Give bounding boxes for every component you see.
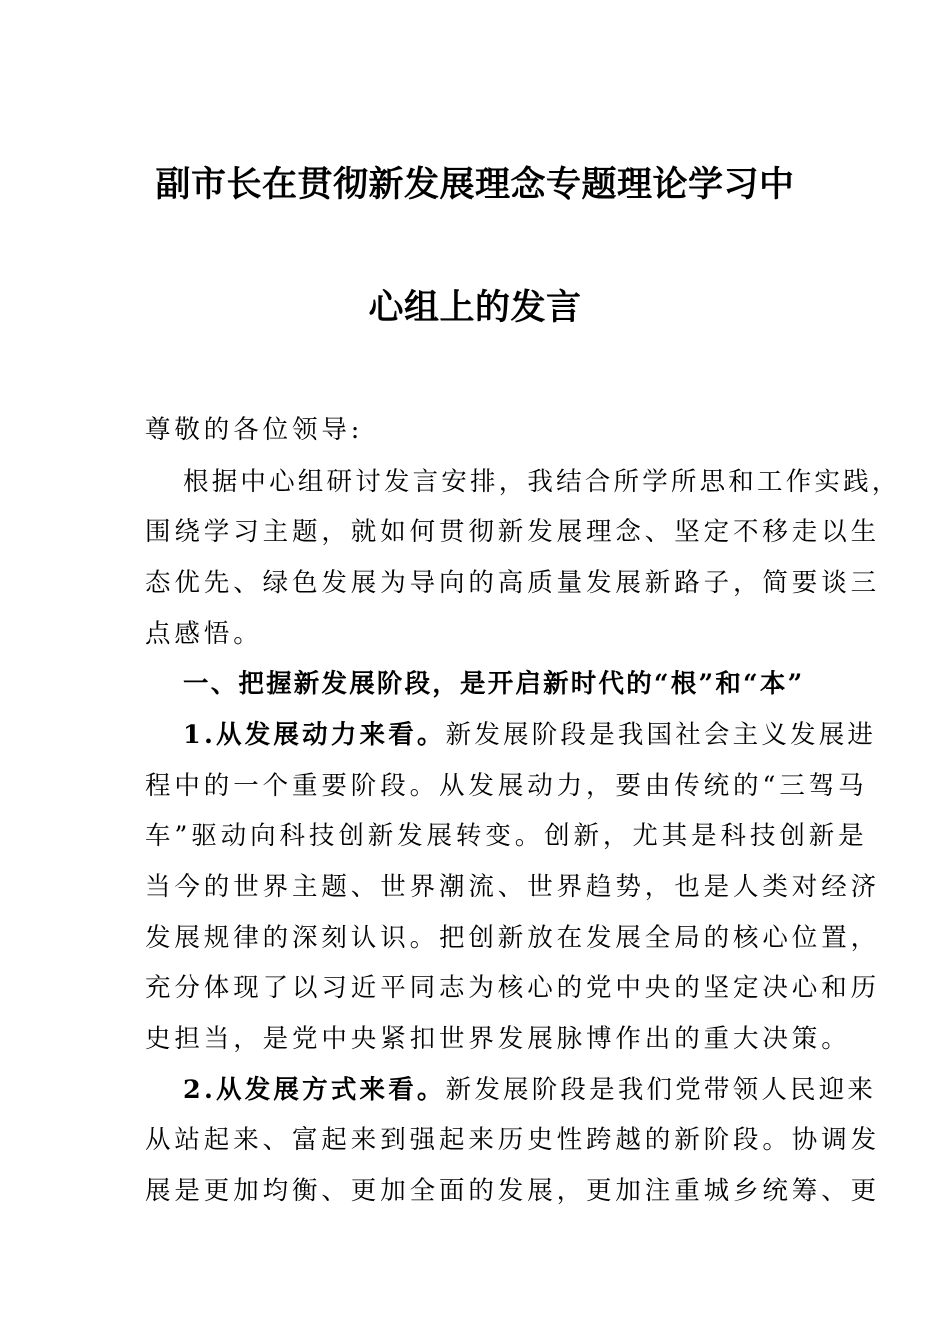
point-1-lead: 1.从发展动力来看。: [183, 720, 446, 750]
intro-line-2: 围绕学习主题，就如何贯彻新发展理念、坚定不移走以生: [145, 517, 881, 547]
intro-line-3: 态优先、绿色发展为导向的高质量发展新路子，简要谈三: [145, 568, 881, 598]
point-1-line: 史担当，是党中央紧扣世界发展脉博作出的重大决策。: [145, 1024, 851, 1054]
point-1-line: 车”驱动向科技创新发展转变。创新，尤其是科技创新是: [145, 821, 868, 851]
salutation: 尊敬的各位领导:: [145, 415, 364, 445]
point-1-line: 充分体现了以习近平同志为核心的党中央的坚定决心和历: [145, 973, 881, 1003]
point-2-first-line: [183, 1074, 876, 1106]
point-2-line: 从站起来、富起来到强起来历史性跨越的新阶段。协调发: [145, 1125, 881, 1155]
point-2-line: 展是更加均衡、更加全面的发展，更加注重城乡统筹、更: [145, 1176, 881, 1206]
intro-line-4: 点感悟。: [145, 619, 263, 649]
point-1-line: 发展规律的深刻认识。把创新放在发展全局的核心位置，: [145, 923, 881, 953]
point-2-first-text: 新发展阶段是我们党带领人民迎来: [445, 1075, 877, 1105]
document-title-line-1: 副市长在贯彻新发展理念专题理论学习中: [155, 164, 795, 205]
point-1-first-text: 新发展阶段是我国社会主义发展进: [445, 720, 877, 750]
document-title-line-2: 心组上的发言: [368, 287, 582, 328]
section-heading-1: 一、把握新发展阶段，是开启新时代的“根”和“本”: [183, 669, 805, 699]
intro-line-1: 根据中心组研讨发言安排，我结合所学所思和工作实践，: [183, 467, 901, 497]
point-1-first-line: [183, 719, 876, 751]
point-1-line: 程中的一个重要阶段。从发展动力，要由传统的“三驾马: [145, 771, 868, 801]
point-1-line: 当今的世界主题、世界潮流、世界趋势，也是人类对经济: [145, 872, 881, 902]
point-2-lead: 2.从发展方式来看。: [183, 1075, 446, 1105]
